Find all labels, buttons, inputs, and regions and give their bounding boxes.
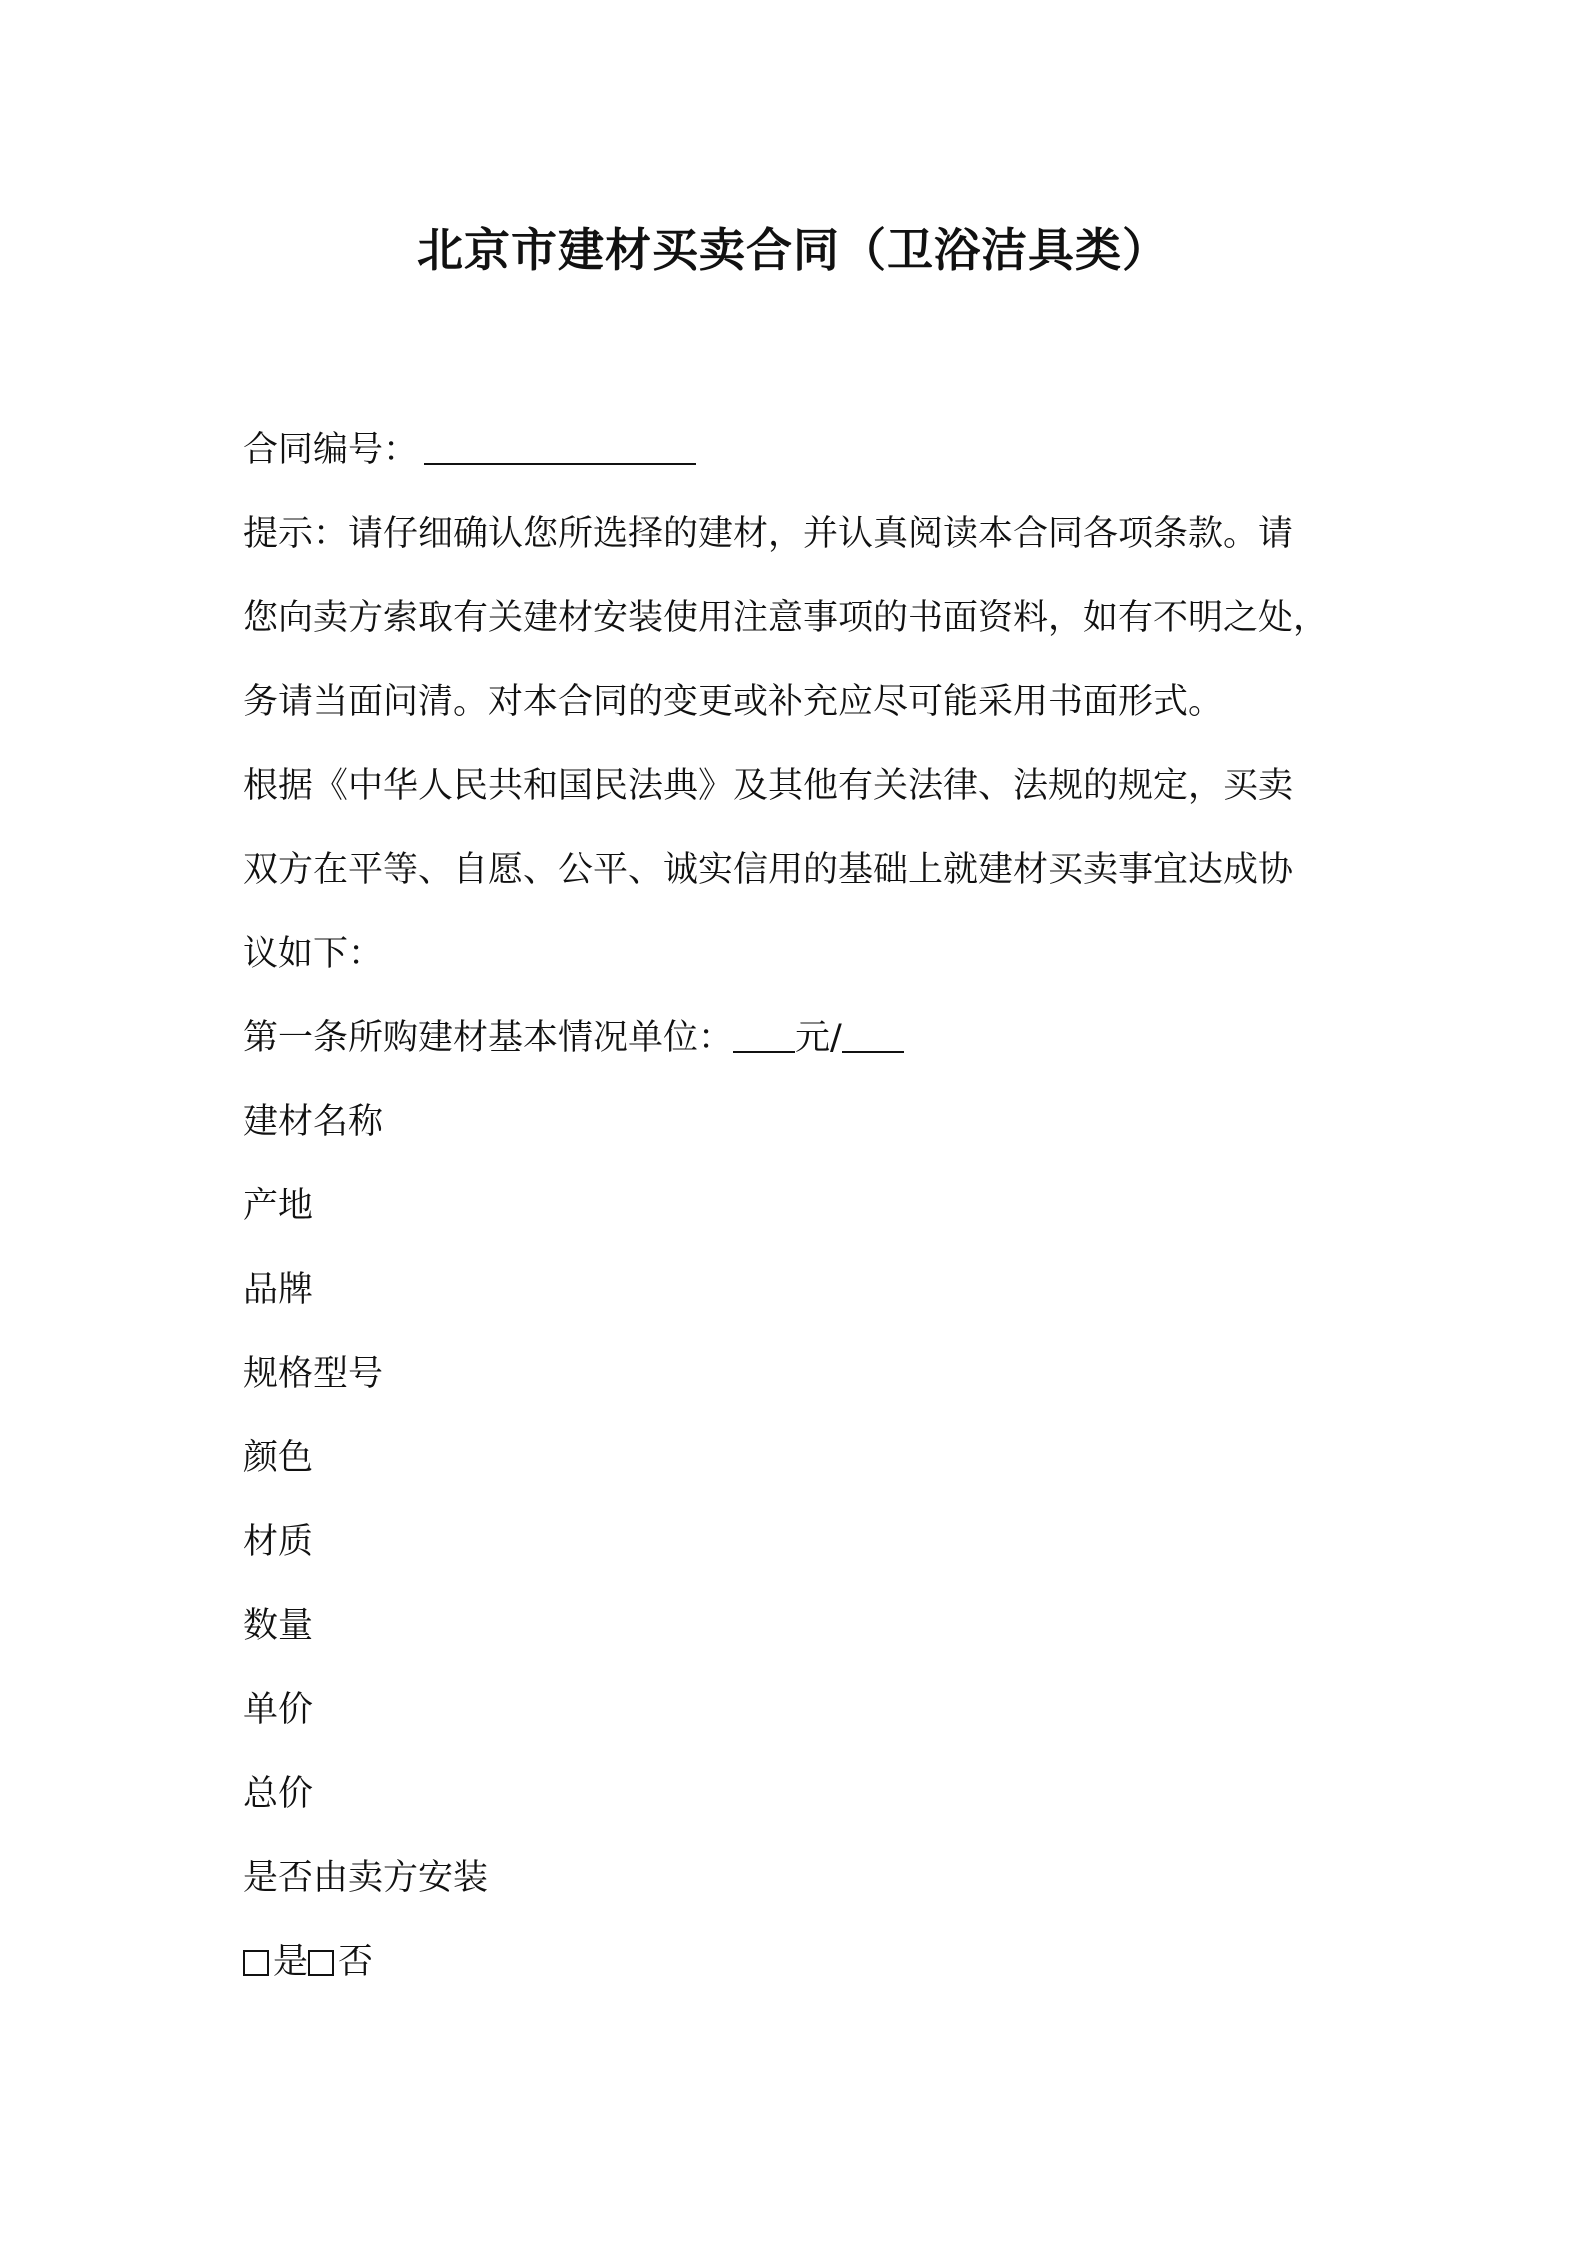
article-1-label: 第一条所购建材基本情况单位： xyxy=(243,1018,734,1058)
yes-checkbox[interactable] xyxy=(243,1950,269,1976)
unit-price-blank[interactable] xyxy=(733,1021,795,1053)
contract-number-label: 合同编号： xyxy=(243,430,419,470)
unit-separator: 元/ xyxy=(795,1018,842,1058)
install-options xyxy=(243,1920,1383,2004)
field-quantity: 数量 xyxy=(243,1606,314,1646)
notice-line-2: 您向卖方索取有关建材安装使用注意事项的书面资料，如有不明之处， xyxy=(243,598,1329,638)
preamble-line-1: 根据《中华人民共和国民法典》及其他有关法律、法规的规定，买卖 xyxy=(243,766,1294,806)
field-seller-install: 是否由卖方安装 xyxy=(243,1858,489,1898)
field-material-name: 建材名称 xyxy=(243,1102,384,1142)
field-brand: 品牌 xyxy=(243,1270,314,1310)
notice-line-3: 务请当面问清。对本合同的变更或补充应尽可能采用书面形式。 xyxy=(243,682,1224,722)
preamble-line-3: 议如下： xyxy=(243,934,384,974)
unit-measure-blank[interactable] xyxy=(842,1021,904,1053)
preamble-line-2: 双方在平等、自愿、公平、诚实信用的基础上就建材买卖事宜达成协 xyxy=(243,850,1294,890)
no-checkbox[interactable] xyxy=(308,1950,334,1976)
article-1-line xyxy=(243,996,1383,1080)
field-total-price: 总价 xyxy=(243,1774,314,1814)
no-label: 否 xyxy=(338,1942,374,1982)
notice-line-1: 提示：请仔细确认您所选择的建材，并认真阅读本合同各项条款。请 xyxy=(243,514,1294,554)
field-origin: 产地 xyxy=(243,1186,314,1226)
contract-number-blank[interactable] xyxy=(424,433,696,465)
field-unit-price: 单价 xyxy=(243,1690,314,1730)
field-color: 颜色 xyxy=(243,1438,314,1478)
document-title: 北京市建材买卖合同（卫浴洁具类） xyxy=(417,223,1169,277)
document-body xyxy=(243,408,1383,2004)
field-material: 材质 xyxy=(243,1522,314,1562)
contract-number-line xyxy=(243,408,1383,492)
field-spec-model: 规格型号 xyxy=(243,1354,384,1394)
yes-label: 是 xyxy=(273,1942,309,1982)
